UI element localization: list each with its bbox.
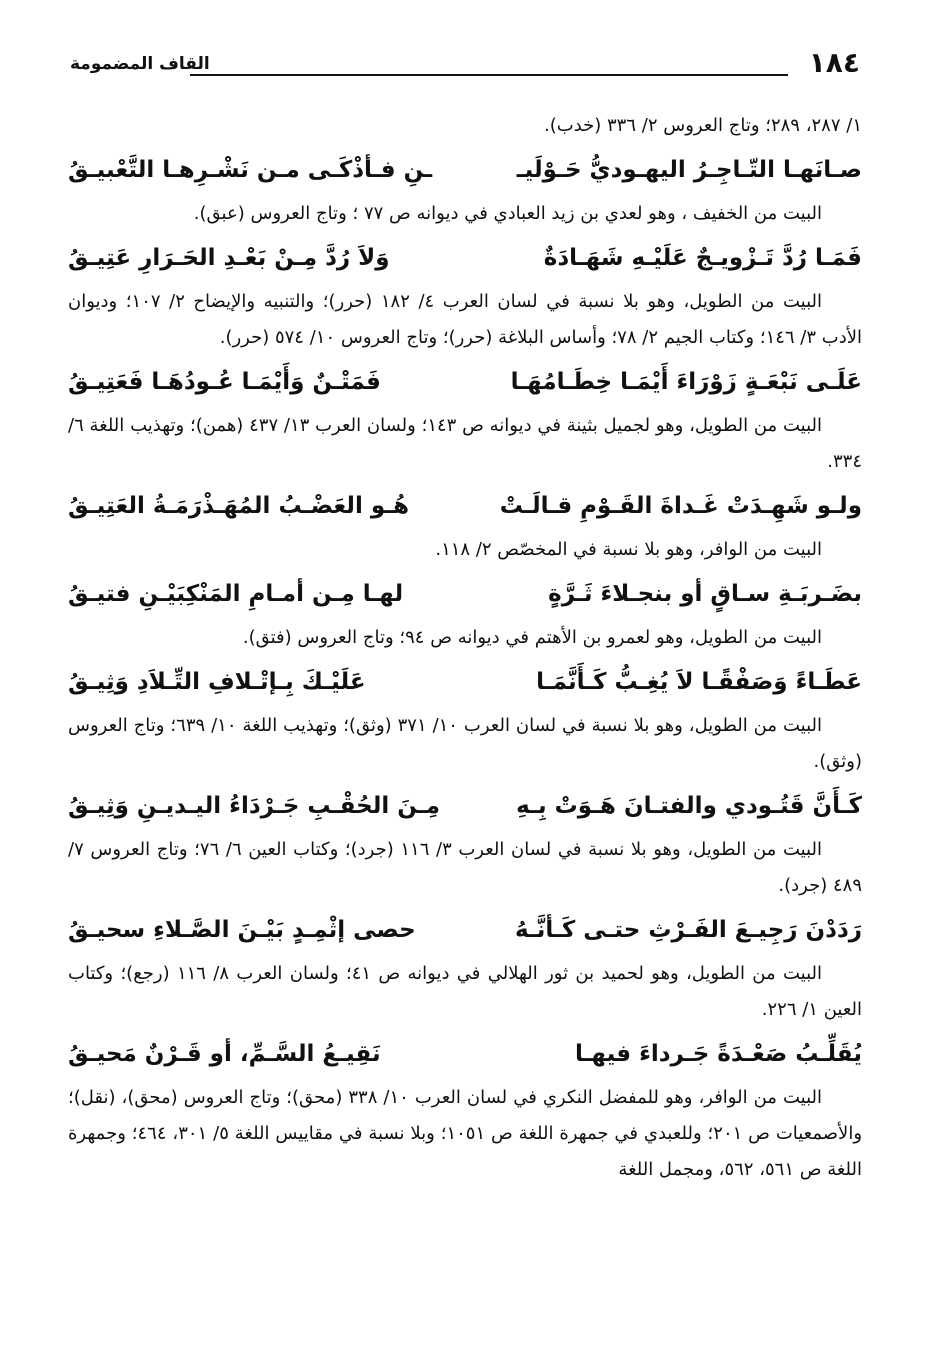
running-title: القاف المضمومة	[70, 54, 210, 74]
verse-line	[68, 1028, 862, 1080]
entry	[68, 780, 862, 904]
verse-first-hemistich: عَطَـاءً وَصَفْقًـا لاَ يُغِـبُّ كَـأَنَّمَـا	[536, 669, 862, 695]
verse-second-hemistich: هُـو العَضْـبُ المُهَـذْرَمَـةُ العَتِيـقُ	[68, 493, 410, 519]
verse-first-hemistich: رَدَدْنَ رَجِيـعَ الفَـرْثِ حتـى كَـأنَّـهُ	[514, 917, 862, 943]
verse-line	[68, 568, 862, 620]
verse-second-hemistich: عَلَيْـكَ بِـإتْـلافِ التِّـلاَدِ وَثِيـقُ	[68, 669, 366, 695]
verse-source-note: البيت من الوافر، وهو للمفضل النكري في لسان العرب ١٠/ ٣٣٨ (محق)؛ وتاج العروس (محق)، (نقل)؛ والأصمعيات ص ٢٠١؛ وللعبدي في جمهرة اللغة ص ١٠٥١؛ وبلا نسبة في مقاييس اللغة ٥/ ٣٠١، ٤٦٤؛ وجمهرة اللغة ص ٥٦١، ٥٦٢، ومجمل اللغة	[68, 1087, 863, 1180]
verse-line	[68, 656, 862, 708]
entry	[68, 656, 862, 780]
verse-second-hemistich: نَقِيـعُ السَّـمِّ، أو قَـرْنٌ مَحيـقُ	[68, 1041, 381, 1067]
verse-source-note: البيت من الطويل، وهو بلا نسبة في لسان العرب ٤/ ١٨٢ (حرر)؛ والتنبيه والإيضاح ٢/ ١٠٧؛ وديوان الأدب ٣/ ١٤٦؛ وكتاب الجيم ٢/ ٧٨؛ وأساس البلاغة (حرر)؛ وتاج العروس ١٠/ ٥٧٤ (حرر).	[68, 291, 862, 348]
verse-first-hemistich: فَمَـا رُدَّ تَـزْويـجٌ عَلَيْـهِ شَهَـادَةٌ	[543, 245, 862, 271]
entry	[68, 232, 862, 356]
verse-first-hemistich: عَلَـى نَبْعَـةٍ زَوْرَاءَ أَيْمَـا خِطَـامُهَـا	[510, 369, 862, 395]
entry	[68, 904, 862, 1028]
verse-second-hemistich: فَمَتْـنٌ وَأَيْمَـا عُـودُهَـا فَعَتِيـقُ	[68, 369, 381, 395]
verse-source-note: البيت من الوافر، وهو بلا نسبة في المخصّص ٢/ ١١٨.	[435, 539, 822, 560]
verse-line	[68, 780, 862, 832]
entry	[68, 480, 862, 568]
verse-line	[68, 480, 862, 532]
verse-source-note: البيت من الطويل، وهو لحميد بن ثور الهلالي في ديوانه ص ٤١؛ ولسان العرب ٨/ ١١٦ (رجع)؛ وكتاب العين ١/ ٢٢٦.	[68, 963, 862, 1020]
verse-source-note: البيت من الطويل، وهو لجميل بثينة في ديوانه ص ١٤٣؛ ولسان العرب ١٣/ ٤٣٧ (همن)؛ وتهذيب اللغة ٦/ ٣٣٤.	[68, 415, 862, 472]
page-content	[68, 108, 862, 1188]
header-rule	[190, 74, 788, 76]
verse-line	[68, 356, 862, 408]
entry	[68, 568, 862, 656]
entry	[68, 144, 862, 232]
verse-second-hemistich: مِـنَ الحُقْـبِ جَـرْدَاءُ اليـديـنِ وَثِيـقُ	[68, 793, 441, 819]
entry	[68, 1028, 862, 1188]
opening-footnote: ١/ ٢٨٧، ٢٨٩؛ وتاج العروس ٢/ ٣٣٦ (خدب).	[544, 115, 862, 136]
verse-second-hemistich: ـنِ فـأذْكَـى مـن نَشْـرِهـا التَّعْبيـقُ	[68, 157, 433, 183]
verse-first-hemistich: صـانَهـا التّـاجِـرُ اليهـوديُّ حَـوْلَيـ	[516, 157, 862, 183]
verse-first-hemistich: يُقَلِّـبُ صَعْـدَةً جَـرداءَ فيهـا	[574, 1041, 862, 1067]
verse-line	[68, 232, 862, 284]
verse-line	[68, 904, 862, 956]
entry	[68, 356, 862, 480]
verse-source-note: البيت من الطويل، وهو بلا نسبة في لسان العرب ١٠/ ٣٧١ (وثق)؛ وتهذيب اللغة ١٠/ ٦٣٩؛ وتاج العروس (وثق).	[68, 715, 862, 772]
verse-second-hemistich: وَلاَ رُدَّ مِـنْ بَعْـدِ الحَـرَارِ عَتِيـقُ	[68, 245, 390, 271]
verse-source-note: البيت من الخفيف ، وهو لعدي بن زيد العبادي في ديوانه ص ٧٧ ؛ وتاج العروس (عبق).	[193, 203, 822, 224]
page-number: ١٨٤	[808, 46, 860, 79]
verse-second-hemistich: لهـا مِـن أمـامِ المَنْكِبَيْـنِ فتيـقُ	[68, 581, 404, 607]
verse-source-note: البيت من الطويل، وهو لعمرو بن الأهتم في ديوانه ص ٩٤؛ وتاج العروس (فتق).	[242, 627, 822, 648]
verse-line	[68, 144, 862, 196]
verse-source-note: البيت من الطويل، وهو بلا نسبة في لسان العرب ٣/ ١١٦ (جرد)؛ وكتاب العين ٦/ ٧٦؛ وتاج العروس ٧/ ٤٨٩ (جرد).	[68, 839, 862, 896]
page-header	[70, 40, 860, 80]
verse-first-hemistich: كَـأَنَّ قَتُـودي والفتـانَ هَـوَتْ بِـهِ	[516, 793, 862, 819]
verse-second-hemistich: حصى إثْمِـدٍ بَيْـنَ الصَّـلاءِ سحيـقُ	[68, 917, 416, 943]
verse-first-hemistich: بضَـربَـةِ سـاقٍ أو بنجـلاءَ ثَـرَّةٍ	[548, 581, 862, 607]
verse-first-hemistich: ولـو شَهِـدَتْ غَـداةَ القَـوْمِ قـالَـتْ	[499, 493, 862, 519]
